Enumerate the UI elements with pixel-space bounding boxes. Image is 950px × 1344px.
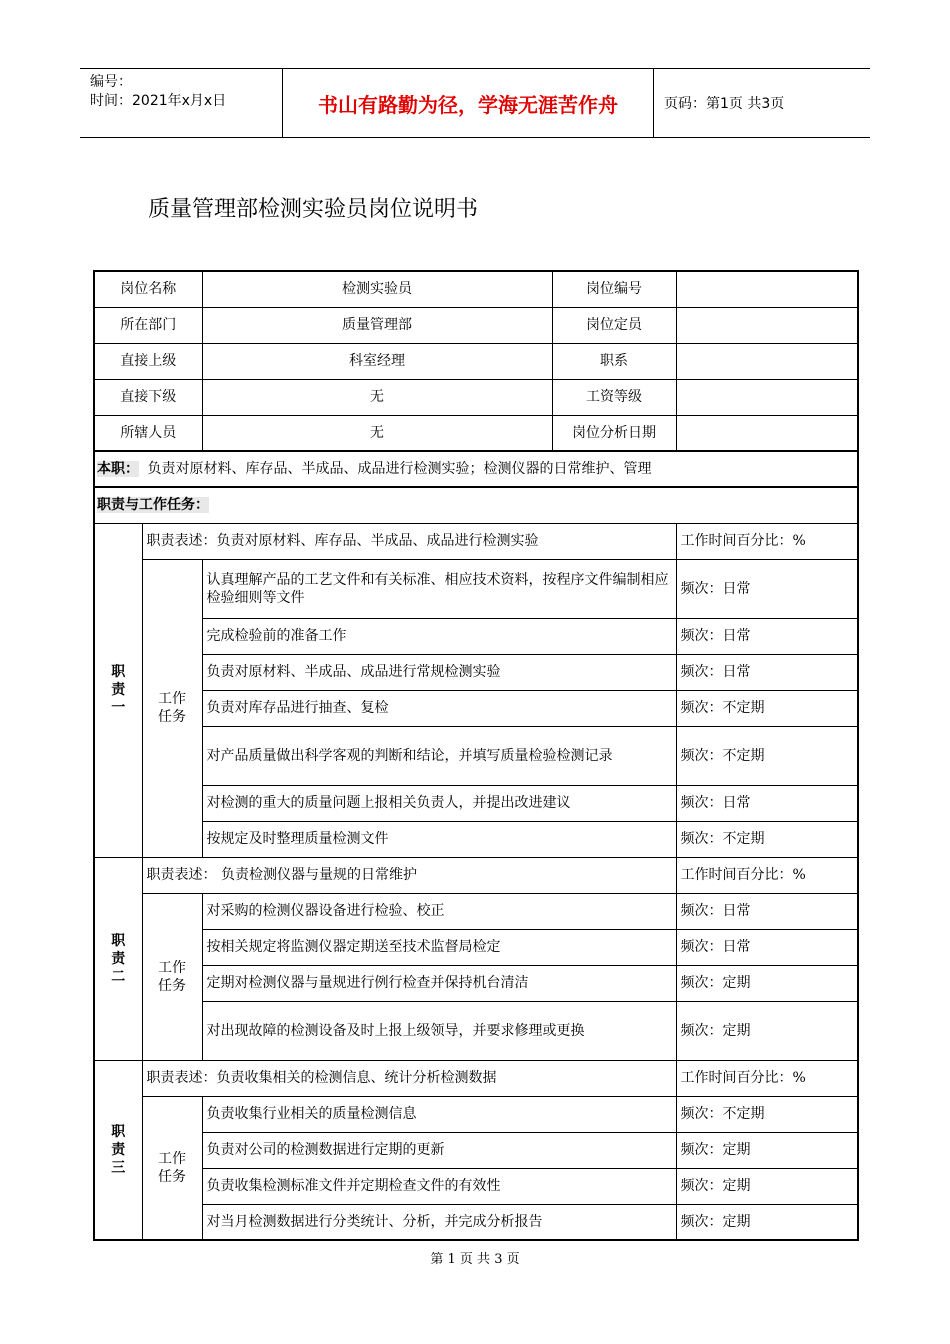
task-frequency: 频次：不定期 bbox=[676, 1096, 858, 1132]
task-row bbox=[94, 1001, 858, 1060]
task-text: 按相关规定将监测仪器定期送至技术监督局检定 bbox=[202, 929, 676, 965]
duty-statement: 职责表述： 负责检测仪器与量规的日常维护 bbox=[142, 857, 676, 893]
task-text: 定期对检测仪器与量规进行例行检查并保持机台清洁 bbox=[202, 965, 676, 1001]
info-key: 所辖人员 bbox=[94, 415, 202, 451]
page-footer: 第 1 页 共 3 页 bbox=[430, 1252, 520, 1267]
info-row bbox=[94, 415, 858, 451]
info-key-2: 职系 bbox=[552, 343, 676, 379]
task-frequency: 频次：不定期 bbox=[676, 726, 858, 785]
task-row bbox=[94, 1204, 858, 1240]
task-frequency: 频次：定期 bbox=[676, 1204, 858, 1240]
info-value: 无 bbox=[202, 415, 552, 451]
task-frequency: 频次：不定期 bbox=[676, 821, 858, 857]
duty-percent: 工作时间百分比：% bbox=[676, 523, 858, 559]
task-row bbox=[94, 965, 858, 1001]
info-value-2 bbox=[676, 415, 858, 451]
task-text: 完成检验前的准备工作 bbox=[202, 618, 676, 654]
task-text: 对出现故障的检测设备及时上报上级领导，并要求修理或更换 bbox=[202, 1001, 676, 1060]
duties-heading-row bbox=[94, 487, 858, 523]
header-page-info: 页码：第1页 共3页 bbox=[664, 96, 785, 112]
task-text: 对产品质量做出科学客观的判断和结论，并填写质量检验检测记录 bbox=[202, 726, 676, 785]
task-row bbox=[94, 1096, 858, 1132]
info-key: 直接上级 bbox=[94, 343, 202, 379]
info-value: 质量管理部 bbox=[202, 307, 552, 343]
duty-percent: 工作时间百分比：% bbox=[676, 1060, 858, 1096]
task-text: 对当月检测数据进行分类统计、分析，并完成分析报告 bbox=[202, 1204, 676, 1240]
duty-label bbox=[94, 1060, 142, 1240]
table-body bbox=[94, 271, 858, 1240]
task-text: 对检测的重大的质量问题上报相关负责人，并提出改进建议 bbox=[202, 785, 676, 821]
duty-label-text: 职责一 bbox=[111, 664, 126, 716]
duty-label-text: 职责三 bbox=[111, 1123, 126, 1176]
task-row bbox=[94, 618, 858, 654]
task-text: 对采购的检测仪器设备进行检验、校正 bbox=[202, 893, 676, 929]
info-value: 科室经理 bbox=[202, 343, 552, 379]
task-row bbox=[94, 1168, 858, 1204]
task-frequency: 频次：日常 bbox=[676, 559, 858, 618]
task-frequency: 频次：定期 bbox=[676, 1168, 858, 1204]
task-label: 工作任务 bbox=[158, 691, 186, 725]
info-row bbox=[94, 271, 858, 307]
task-frequency: 频次：定期 bbox=[676, 965, 858, 1001]
task-frequency: 频次：不定期 bbox=[676, 690, 858, 726]
info-value: 检测实验员 bbox=[202, 271, 552, 307]
core-duty-row bbox=[94, 451, 858, 487]
info-key-2: 岗位编号 bbox=[552, 271, 676, 307]
task-text: 负责对公司的检测数据进行定期的更新 bbox=[202, 1132, 676, 1168]
duty-label-text: 职责二 bbox=[111, 932, 126, 985]
task-frequency: 频次：日常 bbox=[676, 929, 858, 965]
info-value: 无 bbox=[202, 379, 552, 415]
task-text: 负责收集行业相关的质量检测信息 bbox=[202, 1096, 676, 1132]
info-key: 所在部门 bbox=[94, 307, 202, 343]
task-row bbox=[94, 690, 858, 726]
core-label: 本职： bbox=[97, 461, 139, 477]
info-value-2 bbox=[676, 307, 858, 343]
task-frequency: 频次：日常 bbox=[676, 785, 858, 821]
task-frequency: 频次：定期 bbox=[676, 1001, 858, 1060]
duty-statement: 职责表述：负责对原材料、库存品、半成品、成品进行检测实验 bbox=[142, 523, 676, 559]
job-description-table bbox=[93, 270, 859, 1241]
task-frequency: 频次：定期 bbox=[676, 1132, 858, 1168]
duty-statement-row bbox=[94, 523, 858, 559]
task-frequency: 频次：日常 bbox=[676, 654, 858, 690]
header-meta bbox=[80, 69, 283, 137]
info-key: 岗位名称 bbox=[94, 271, 202, 307]
task-text: 认真理解产品的工艺文件和有关标准、相应技术资料，按程序文件编制相应检验细则等文件 bbox=[202, 559, 676, 618]
task-label: 工作任务 bbox=[158, 1150, 186, 1185]
task-row bbox=[94, 726, 858, 785]
task-label-cell bbox=[142, 893, 202, 1060]
task-label-cell bbox=[142, 1096, 202, 1240]
duty-label bbox=[94, 523, 142, 857]
duty-statement: 职责表述：负责收集相关的检测信息、统计分析检测数据 bbox=[142, 1060, 676, 1096]
document-title: 质量管理部检测实验员岗位说明书 bbox=[148, 197, 479, 222]
task-text: 负责收集检测标准文件并定期检查文件的有效性 bbox=[202, 1168, 676, 1204]
task-text: 负责对原材料、半成品、成品进行常规检测实验 bbox=[202, 654, 676, 690]
info-value-2 bbox=[676, 379, 858, 415]
info-key-2: 岗位定员 bbox=[552, 307, 676, 343]
duty-label bbox=[94, 857, 142, 1060]
task-row bbox=[94, 654, 858, 690]
task-frequency: 频次：日常 bbox=[676, 618, 858, 654]
task-row bbox=[94, 821, 858, 857]
info-key: 直接下级 bbox=[94, 379, 202, 415]
info-value-2 bbox=[676, 271, 858, 307]
task-row bbox=[94, 929, 858, 965]
duty-statement-row bbox=[94, 857, 858, 893]
task-row bbox=[94, 893, 858, 929]
duty-statement-row bbox=[94, 1060, 858, 1096]
page-header bbox=[80, 68, 870, 138]
task-frequency: 频次：日常 bbox=[676, 893, 858, 929]
task-row bbox=[94, 559, 858, 618]
info-row bbox=[94, 343, 858, 379]
core-text: 负责对原材料、库存品、半成品、成品进行检测实验；检测仪器的日常维护、管理 bbox=[147, 461, 652, 477]
duty-percent: 工作时间百分比：% bbox=[676, 857, 858, 893]
task-row bbox=[94, 785, 858, 821]
task-text: 负责对库存品进行抽查、复检 bbox=[202, 690, 676, 726]
info-key-2: 工资等级 bbox=[552, 379, 676, 415]
serial-label: 编号： bbox=[90, 74, 132, 90]
task-row bbox=[94, 1132, 858, 1168]
date-label: 时间：2021年x月x日 bbox=[90, 93, 227, 109]
info-row bbox=[94, 379, 858, 415]
info-value-2 bbox=[676, 343, 858, 379]
duties-heading: 职责与工作任务： bbox=[97, 497, 209, 514]
info-row bbox=[94, 307, 858, 343]
task-text: 按规定及时整理质量检测文件 bbox=[202, 821, 676, 857]
header-motto: 书山有路勤为径，学海无涯苦作舟 bbox=[283, 69, 654, 137]
task-label: 工作任务 bbox=[158, 959, 186, 994]
info-key-2: 岗位分析日期 bbox=[552, 415, 676, 451]
task-label-cell bbox=[142, 559, 202, 857]
